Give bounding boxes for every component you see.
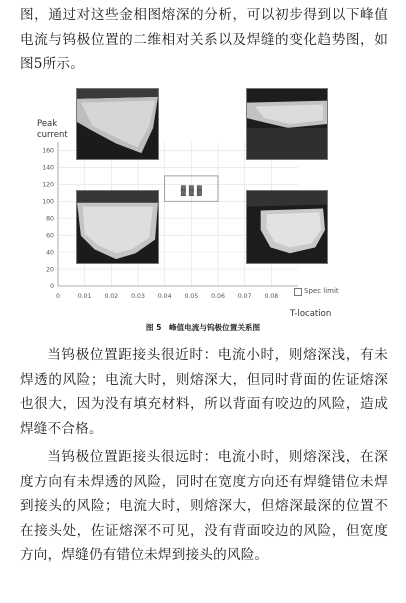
weld-macrograph-bottom-left xyxy=(76,190,159,264)
spec-limit-legend-label: Spec limit xyxy=(304,287,339,295)
x-tick-label: 0.06 xyxy=(211,293,225,300)
x-tick-label: 0.03 xyxy=(131,293,145,300)
data-point xyxy=(197,190,201,196)
spec-limit-legend-swatch xyxy=(294,288,302,296)
data-point xyxy=(181,190,185,196)
weld-macrograph-bottom-right xyxy=(246,190,328,264)
y-axis-label-line1: Peak xyxy=(37,119,58,129)
y-tick-labels xyxy=(42,148,54,291)
paragraph-near-joint: 当钨极位置距接头很近时：电流小时，则熔深浅，有未焊透的风险；电流大时，则熔深大，但同时背面的佐证熔深也很大，因为没有填充材料，所以背面有咬边的风险，造成焊缝不合格。 xyxy=(20,347,388,437)
y-tick-label: 20 xyxy=(46,266,54,274)
y-tick-label: 80 xyxy=(46,215,54,223)
paragraph-far-joint: 当钨极位置距接头很远时：电流小时，则熔深浅，在深度方向有未焊透的风险，同时在宽度方向还有焊缝错位未焊到接头的风险；电流大时，则熔深大，但熔深最深的位置不在接头处，佐证熔深不可见，没有背面咬边的风险，但宽度方向，焊缝仍有错位未焊到接头的风险。 xyxy=(20,449,388,564)
x-tick-label: 0.02 xyxy=(104,293,119,300)
data-points xyxy=(181,186,201,196)
weld-macrograph-top-left xyxy=(76,88,159,160)
y-tick-label: 100 xyxy=(42,198,54,206)
y-tick-label: 120 xyxy=(42,181,54,189)
figure-5 xyxy=(36,86,376,322)
x-tick-label: 0.05 xyxy=(184,293,199,300)
weld-macrograph-top-right xyxy=(246,88,328,160)
x-tick-label: 0.04 xyxy=(157,293,172,300)
y-tick-label: 60 xyxy=(46,232,54,240)
data-point xyxy=(189,190,193,196)
figure-caption: 图 5 峰值电流与钨极位置关系图 xyxy=(145,323,261,332)
x-tick-label: 0 xyxy=(56,293,60,300)
x-tick-label: 0.07 xyxy=(237,293,252,300)
x-tick-label: 0.08 xyxy=(264,293,279,300)
x-axis-label: T-location xyxy=(290,309,332,319)
y-tick-label: 160 xyxy=(42,147,54,155)
y-tick-label: 40 xyxy=(46,249,54,257)
x-tick-labels xyxy=(56,293,278,300)
intro-paragraph: 图，通过对这些金相图熔深的分析，可以初步得到以下峰值电流与钨极位置的二维相对关系以及焊缝的变化趋势图，如图5所示。 xyxy=(20,7,388,73)
y-axis-label-line2: current xyxy=(37,130,68,140)
y-tick-label: 140 xyxy=(42,164,54,172)
y-tick-label: 0 xyxy=(50,283,54,291)
x-tick-label: 0.01 xyxy=(77,293,92,300)
